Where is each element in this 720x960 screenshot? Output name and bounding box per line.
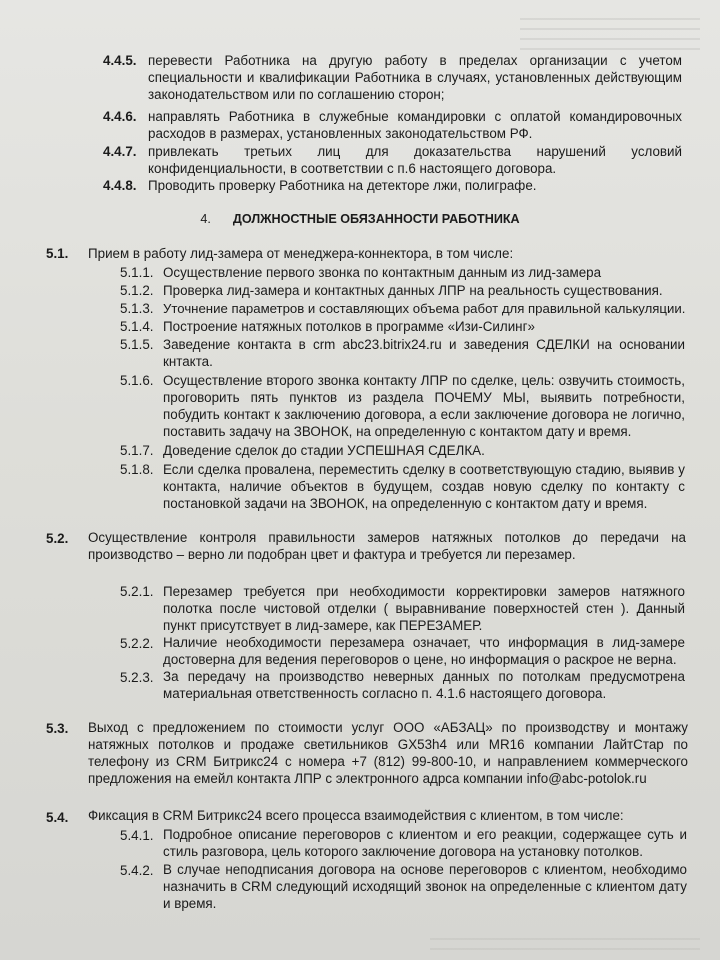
subclause-number: 5.2.3. (120, 670, 154, 685)
item-text: направлять Работника в служебные командировки с оплатой командировочных расходов в размерах, установленных законодательством РФ. (148, 109, 682, 141)
subclause-number: 5.4.2. (120, 863, 154, 878)
subclause-text: За передачу на производство неверных данных по потолкам предусмотрена материальная ответственность согласно п. 4.1.6 настоящего договора. (163, 669, 685, 701)
item-number: 4.4.8. (103, 178, 137, 193)
clause-number: 5.1. (46, 246, 69, 261)
clause-text: Выход с предложением по стоимости услуг ООО «АБЗАЦ» по производству и монтажу натяжных потолков и продаже светильников GX53h4 или MR16 компании ЛайтСтар по телефону из CRM Битрикс24 с номера +7 (812) 99-800-10, и направлением коммерческого предложения на емейл контакта ЛПР с электронного адрса компании info@abc-potolok.ru (88, 720, 688, 786)
section-title: ДОЛЖНОСТНЫЕ ОБЯЗАННОСТИ РАБОТНИКА (232, 212, 520, 226)
section-heading (0, 211, 720, 228)
subclause-text: Проверка лид-замера и контактных данных ЛПР на реальность существования. (163, 283, 663, 298)
subclause-number: 5.1.1. (120, 265, 154, 280)
subclause-text: Доведение сделок до стадии УСПЕШНАЯ СДЕЛКА. (163, 443, 485, 458)
subclause-number: 5.2.2. (120, 636, 154, 651)
subclause-number: 5.1.7. (120, 443, 154, 458)
clause-number: 5.4. (46, 810, 69, 825)
subclause-text: Осуществление второго звонка контакту ЛПР по сделке, цель: озвучить стоимость, проговорить пять пунктов из раздела ПОЧЕМУ МЫ, выявить потребности, побудить контакт к заключению договора, а если заключение договора не логично, поставить задачу на ЗВОНОК, на определенную с контактом дату и время. (163, 373, 685, 439)
item-text: Проводить проверку Работника на детекторе лжи, полиграфе. (148, 178, 537, 193)
subclause-text: Если сделка провалена, переместить сделку в соответствующую стадию, выявив у контакта, наличие объектов в будущем, создав новую сделку по контакту с постановкой задачи на ЗВОНОК, на определенную с контактом дату и время. (163, 462, 685, 511)
item-number: 4.4.7. (103, 144, 137, 159)
subclause-text: Подробное описание переговоров с клиентом и его реакции, содержащее суть и стиль разговора, цель которого заключение договора на установку потолков. (163, 827, 687, 859)
item-number: 4.4.5. (103, 53, 137, 68)
item-text: привлекать третьих лиц для доказательства нарушений условий конфиденциальности, в соответствии с п.6 настоящего договора. (148, 144, 682, 176)
subclause-text: Построение натяжных потолков в программе «Изи-Силинг» (163, 319, 535, 334)
bleed-through-marks (430, 930, 700, 955)
section-number: 4. (200, 212, 211, 226)
subclause-text: Заведение контакта в crm abc23.bitrix24.ru и заведения СДЕЛКИ на основании кнтакта. (163, 337, 685, 369)
subclause-number: 5.1.4. (120, 319, 154, 334)
subclause-text: Уточнение параметров и составляющих объема работ для правильной калькуляции. (163, 301, 686, 316)
bleed-through-marks (520, 10, 700, 50)
subclause-number: 5.1.6. (120, 373, 154, 388)
subclause-number: 5.2.1. (120, 584, 154, 599)
clause-text: Фиксация в CRM Битрикс24 всего процесса взаимодействия с клиентом, в том числе: (88, 808, 624, 823)
clause-number: 5.2. (46, 531, 69, 546)
subclause-number: 5.1.3. (120, 301, 154, 316)
subclause-text: Осуществление первого звонка по контактным данным из лид-замера (163, 265, 602, 280)
item-text: перевести Работника на другую работу в пределах организации с учетом специальности и квалификации Работника в случаях, установленных действующим законодательством или по соглашению сторон; (148, 53, 682, 102)
clause-text: Осуществление контроля правильности замеров натяжных потолков до передачи на производство – верно ли подобран цвет и фактура и требуется ли перезамер. (88, 530, 686, 562)
subclause-number: 5.4.1. (120, 828, 154, 843)
subclause-text: Перезамер требуется при необходимости корректировки замеров натяжного полотка после чистовой отделки ( выравнивание поверхностей стен ). Данный пункт присутствует в лид-замере, как ПЕРЕЗАМЕР. (163, 584, 685, 633)
subclause-number: 5.1.5. (120, 337, 154, 352)
subclause-text: В случае неподписания договора на основе переговоров с клиентом, необходимо назначить в CRM следующий исходящий звонок на определенные с клиентом дату и время. (163, 862, 687, 911)
subclause-text: Наличие необходимости перезамера означает, что информация в лид-замере достоверна для ведения переговоров о цене, но информация о раскрое не верна. (163, 635, 685, 667)
subclause-number: 5.1.2. (120, 283, 154, 298)
clause-text: Прием в работу лид-замера от менеджера-коннектора, в том числе: (88, 246, 514, 261)
subclause-number: 5.1.8. (120, 462, 154, 477)
item-number: 4.4.6. (103, 109, 137, 124)
clause-number: 5.3. (46, 721, 69, 736)
